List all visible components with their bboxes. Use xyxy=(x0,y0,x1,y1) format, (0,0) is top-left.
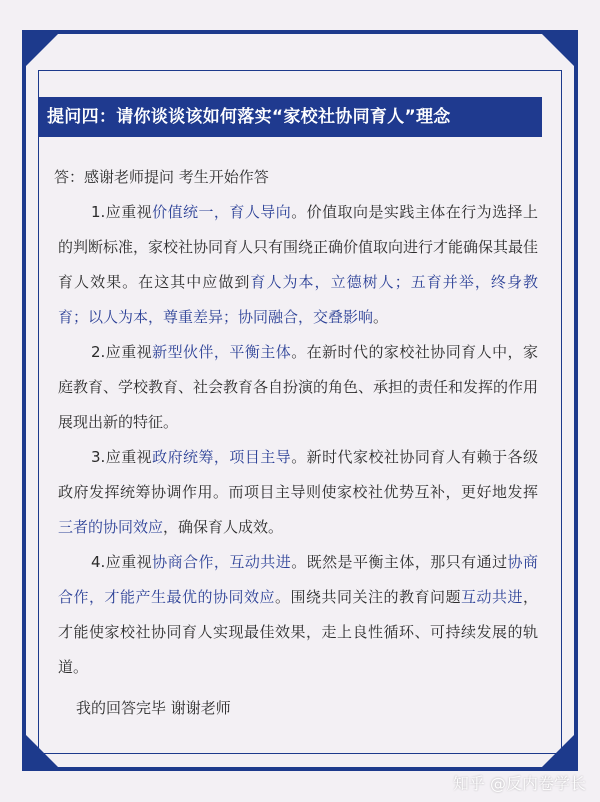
highlight-text: 育人为本，立德树人；五育并举，终身教育；以人为本，尊重差异；协同融合，交叠影响 xyxy=(58,273,538,326)
answer-intro: 答：感谢老师提问 考生开始作答 xyxy=(54,168,269,186)
body-text: 3.应重视 xyxy=(91,448,153,466)
corner-ornament-top-right xyxy=(538,30,578,70)
highlight-text: 价值统一，育人导向 xyxy=(152,203,292,221)
body-text: 4.应重视 xyxy=(91,553,153,571)
body-text: 。围绕共同关注的教育问题 xyxy=(274,588,461,606)
answer-paragraph-2 xyxy=(58,335,538,440)
highlight-text: 新型伙伴，平衡主体 xyxy=(152,343,292,361)
body-text: 。新时代家校社协同育人有赖于各级政府发挥统筹协调作用。而项目主导则使家校社优势互补，更好地发挥 xyxy=(58,448,538,501)
body-text: 1.应重视 xyxy=(91,203,153,221)
highlight-text: 协商合作，互动共进 xyxy=(152,553,292,571)
highlight-text: 互动共进 xyxy=(460,588,523,606)
body-text: 2.应重视 xyxy=(91,343,153,361)
body-text: 。 xyxy=(373,308,389,326)
corner-ornament-top-left xyxy=(22,30,62,70)
body-text: 。既然是平衡主体，那只有通过 xyxy=(291,553,508,571)
answer-paragraph-3 xyxy=(58,440,538,545)
body-text: 。价值取向是实践主体在行为选择上的判断标准，家校社协同育人只有围绕正确价值取向进行才能确保其最佳育人效果。在这其中应做到 xyxy=(58,203,539,291)
answer-paragraph-1 xyxy=(58,195,538,335)
corner-ornament-bottom-right xyxy=(538,731,578,771)
highlight-text: 政府统筹，项目主导 xyxy=(152,448,292,466)
question-title: 提问四：请你谈谈该如何落实“家校社协同育人”理念 xyxy=(38,97,542,137)
body-text: ，确保育人成效。 xyxy=(163,518,284,536)
watermark: 知乎 @反内卷学长 xyxy=(452,774,586,793)
closing-remark: 我的回答完毕 谢谢老师 xyxy=(76,699,231,717)
answer-paragraph-4 xyxy=(58,545,538,685)
corner-ornament-bottom-left xyxy=(22,731,62,771)
highlight-text: 三者的协同效应 xyxy=(58,518,164,536)
highlight-text: 协商合作，才能产生最优的协同效应 xyxy=(58,553,538,606)
answer-body xyxy=(54,160,539,726)
body-text: ，才能使家校社协同育人实现最佳效果，走上良性循环、可持续发展的轨道。 xyxy=(58,588,538,676)
body-text: 。在新时代的家校社协同育人中，家庭教育、学校教育、社会教育各自扮演的角色、承担的责任和发挥的作用展现出新的特征。 xyxy=(58,343,539,431)
